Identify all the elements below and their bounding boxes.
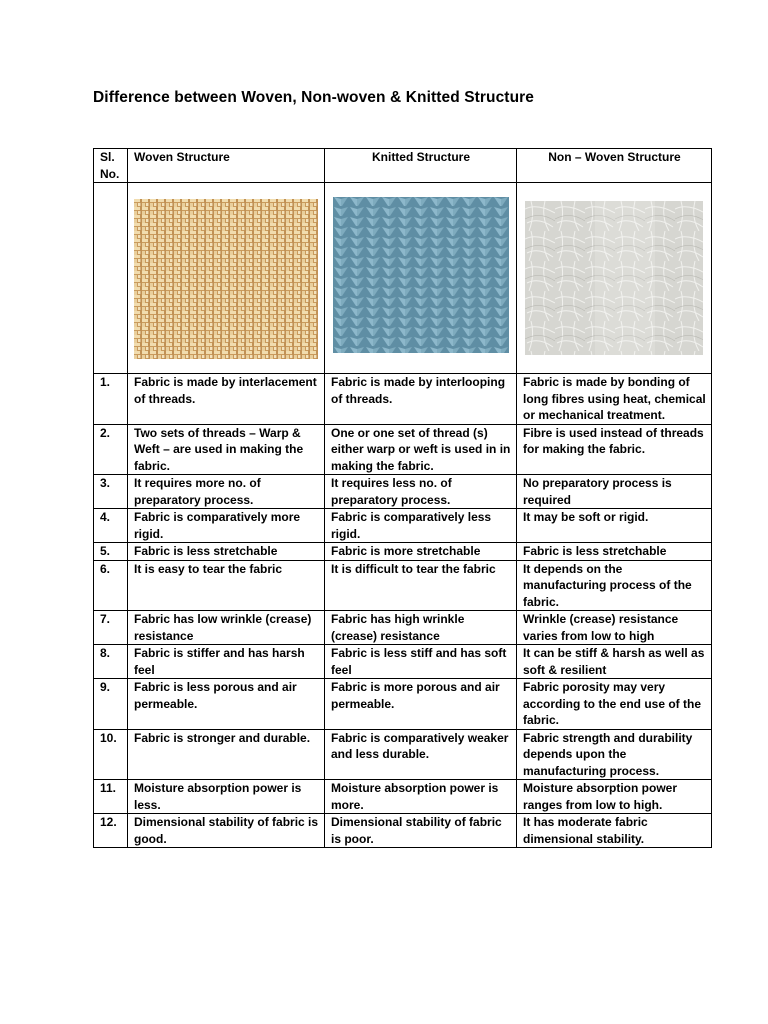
header-woven: Woven Structure bbox=[128, 149, 325, 183]
header-nonwoven: Non – Woven Structure bbox=[517, 149, 712, 183]
sl-cell: 10. bbox=[94, 729, 128, 780]
nonwoven-cell: Fabric porosity may very according to the end use of the fabric. bbox=[517, 679, 712, 730]
sl-cell: 7. bbox=[94, 611, 128, 645]
nonwoven-cell: Fibre is used instead of threads for making the fabric. bbox=[517, 424, 712, 475]
knitted-image-cell bbox=[325, 183, 517, 374]
woven-fabric-swatch-icon bbox=[134, 199, 318, 359]
knitted-fabric-swatch-icon bbox=[333, 197, 509, 353]
woven-cell: Fabric is comparatively more rigid. bbox=[128, 509, 325, 543]
table-row bbox=[94, 679, 712, 730]
image-row bbox=[94, 183, 712, 374]
sl-cell: 5. bbox=[94, 543, 128, 561]
woven-image-cell bbox=[128, 183, 325, 374]
sl-cell: 3. bbox=[94, 475, 128, 509]
woven-cell: Fabric has low wrinkle (crease) resistance bbox=[128, 611, 325, 645]
sl-cell: 1. bbox=[94, 374, 128, 425]
woven-cell: Moisture absorption power is less. bbox=[128, 780, 325, 814]
knitted-cell: Dimensional stability of fabric is poor. bbox=[325, 814, 517, 848]
sl-cell: 6. bbox=[94, 560, 128, 611]
nonwoven-cell: Wrinkle (crease) resistance varies from low to high bbox=[517, 611, 712, 645]
nonwoven-cell: Fabric is less stretchable bbox=[517, 543, 712, 561]
sl-cell: 8. bbox=[94, 645, 128, 679]
woven-cell: Fabric is made by interlacement of threads. bbox=[128, 374, 325, 425]
nonwoven-cell: Moisture absorption power ranges from low to high. bbox=[517, 780, 712, 814]
table-row bbox=[94, 424, 712, 475]
nonwoven-fabric-swatch-icon bbox=[525, 201, 703, 355]
knitted-cell: Fabric is more porous and air permeable. bbox=[325, 679, 517, 730]
woven-cell: Fabric is less porous and air permeable. bbox=[128, 679, 325, 730]
knitted-cell: Fabric is comparatively weaker and less durable. bbox=[325, 729, 517, 780]
header-sl-no: Sl. No. bbox=[94, 149, 128, 183]
sl-cell: 2. bbox=[94, 424, 128, 475]
table-row bbox=[94, 475, 712, 509]
knitted-cell: Fabric has high wrinkle (crease) resistance bbox=[325, 611, 517, 645]
woven-cell: Fabric is stronger and durable. bbox=[128, 729, 325, 780]
nonwoven-cell: It can be stiff & harsh as well as soft & resilient bbox=[517, 645, 712, 679]
knitted-cell: It requires less no. of preparatory process. bbox=[325, 475, 517, 509]
sl-cell: 4. bbox=[94, 509, 128, 543]
comparison-table bbox=[93, 148, 712, 848]
table-row bbox=[94, 814, 712, 848]
knitted-cell: Moisture absorption power is more. bbox=[325, 780, 517, 814]
nonwoven-cell: Fabric strength and durability depends upon the manufacturing process. bbox=[517, 729, 712, 780]
woven-cell: Fabric is stiffer and has harsh feel bbox=[128, 645, 325, 679]
woven-cell: Two sets of threads – Warp & Weft – are used in making the fabric. bbox=[128, 424, 325, 475]
nonwoven-cell: It may be soft or rigid. bbox=[517, 509, 712, 543]
nonwoven-image-cell bbox=[517, 183, 712, 374]
nonwoven-cell: It has moderate fabric dimensional stability. bbox=[517, 814, 712, 848]
table-row bbox=[94, 611, 712, 645]
table-row bbox=[94, 645, 712, 679]
woven-cell: It is easy to tear the fabric bbox=[128, 560, 325, 611]
nonwoven-cell: It depends on the manufacturing process of the fabric. bbox=[517, 560, 712, 611]
table-row bbox=[94, 509, 712, 543]
knitted-cell: Fabric is more stretchable bbox=[325, 543, 517, 561]
table-row bbox=[94, 374, 712, 425]
nonwoven-cell: No preparatory process is required bbox=[517, 475, 712, 509]
knitted-cell: Fabric is less stiff and has soft feel bbox=[325, 645, 517, 679]
woven-cell: Fabric is less stretchable bbox=[128, 543, 325, 561]
table-row bbox=[94, 780, 712, 814]
nonwoven-cell: Fabric is made by bonding of long fibres using heat, chemical or mechanical treatment. bbox=[517, 374, 712, 425]
knitted-cell: Fabric is comparatively less rigid. bbox=[325, 509, 517, 543]
sl-cell: 12. bbox=[94, 814, 128, 848]
image-row-sl-cell bbox=[94, 183, 128, 374]
header-knitted: Knitted Structure bbox=[325, 149, 517, 183]
knitted-cell: It is difficult to tear the fabric bbox=[325, 560, 517, 611]
sl-cell: 9. bbox=[94, 679, 128, 730]
woven-cell: Dimensional stability of fabric is good. bbox=[128, 814, 325, 848]
woven-cell: It requires more no. of preparatory process. bbox=[128, 475, 325, 509]
page-title: Difference between Woven, Non-woven & Knitted Structure bbox=[93, 89, 534, 106]
sl-cell: 11. bbox=[94, 780, 128, 814]
knitted-cell: One or one set of thread (s) either warp or weft is used in in making the fabric. bbox=[325, 424, 517, 475]
table-row bbox=[94, 543, 712, 561]
header-row bbox=[94, 149, 712, 183]
table-row bbox=[94, 729, 712, 780]
knitted-cell: Fabric is made by interlooping of threads. bbox=[325, 374, 517, 425]
table-row bbox=[94, 560, 712, 611]
